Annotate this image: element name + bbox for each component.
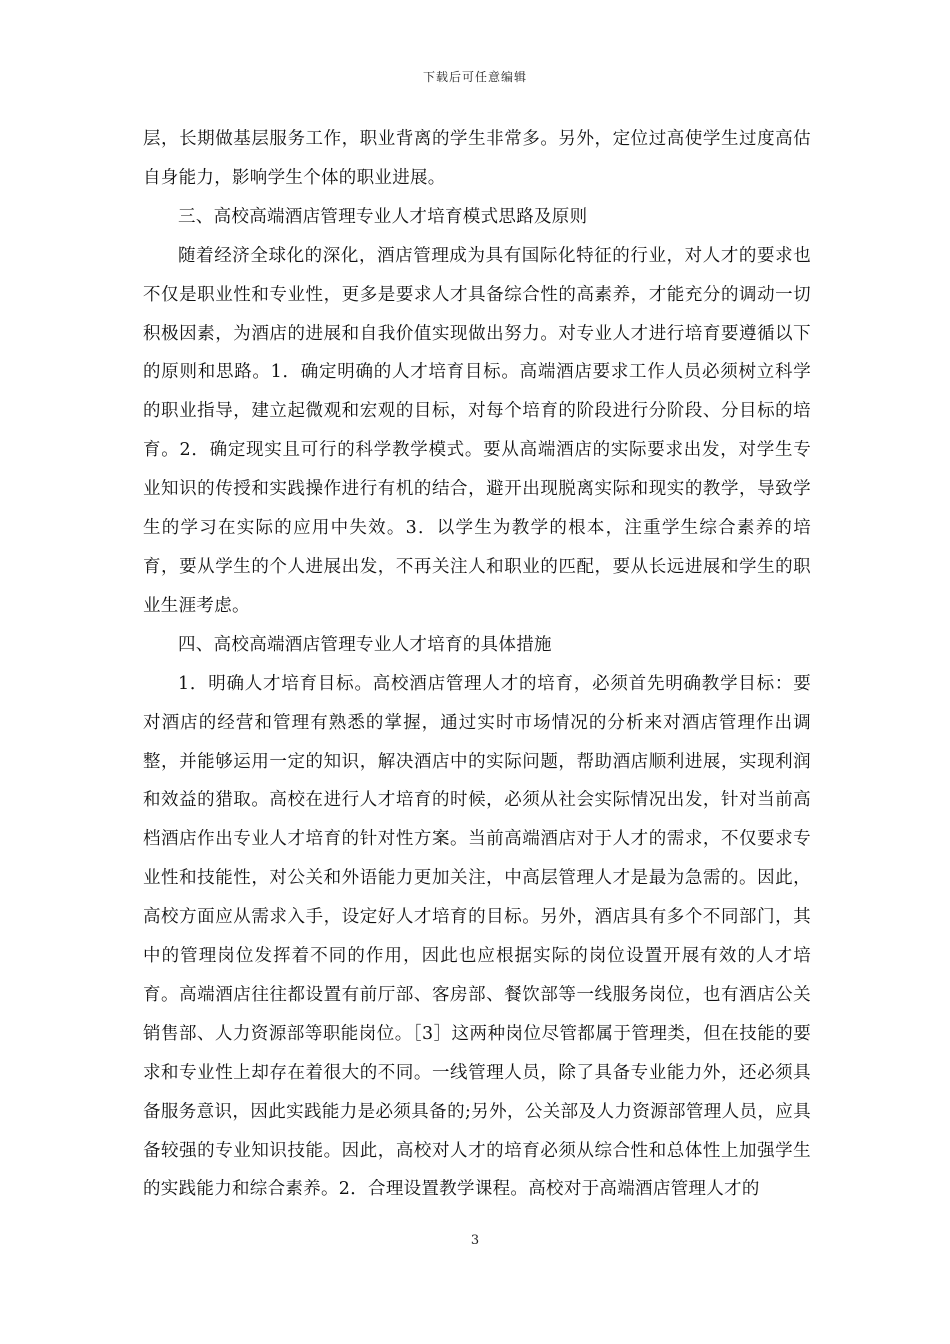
paragraph-principles: 随着经济全球化的深化，酒店管理成为具有国际化特征的行业，对人才的要求也不仅是职业性和专业性，更多是要求人才具备综合性的高素养，才能充分的调动一切积极因素，为酒店的进展和自我价值实现做出努力。对专业人才进行培育要遵循以下的原则和思路。1．确定明确的人才培育目标。高端酒店要求工作人员必须树立科学的职业指导，建立起微观和宏观的目标，对每个培育的阶段进行分阶段、分目标的培育。2．确定现实且可行的科学教学模式。要从高端酒店的实际要求出发，对学生专业知识的传授和实践操作进行有机的结合，避开出现脱离实际和现实的教学，导致学生的学习在实际的应用中失效。3．以学生为教学的根本，注重学生综合素养的培育，要从学生的个人进展出发，不再关注人和职业的匹配，要从长远进展和学生的职业生涯考虑。	[143, 245, 811, 616]
paragraph-continuation: 层，长期做基层服务工作，职业背离的学生非常多。另外，定位过高使学生过度高估自身能力，影响学生个体的职业进展。	[143, 129, 811, 188]
section-heading-4: 四、高校高端酒店管理专业人才培育的具体措施	[178, 634, 552, 655]
page-header: 下载后可任意编辑	[422, 70, 527, 84]
page-number: 3	[470, 1233, 480, 1248]
section-heading-3: 三、高校高端酒店管理专业人才培育模式思路及原则	[178, 206, 588, 227]
paragraph-measures: 1．明确人才培育目标。高校酒店管理人才的培育，必须首先明确教学目标：要对酒店的经营和管理有熟悉的掌握，通过实时市场情况的分析来对酒店管理作出调整，并能够运用一定的知识，解决酒店中的实际问题，帮助酒店顺利进展，实现利润和效益的猎取。高校在进行人才培育的时候，必须从社会实际情况出发，针对当前高档酒店作出专业人才培育的针对性方案。当前高端酒店对于人才的需求，不仅要求专业性和技能性，对公关和外语能力更加关注，中高层管理人才是最为急需的。因此，高校方面应从需求入手，设定好人才培育的目标。另外，酒店具有多个不同部门，其中的管理岗位发挥着不同的作用，因此也应根据实际的岗位设置开展有效的人才培育。高端酒店往往都设置有前厅部、客房部、餐饮部等一线服务岗位，也有酒店公关销售部、人力资源部等职能岗位。［3］这两种岗位尽管都属于管理类，但在技能的要求和专业性上却存在着很大的不同。一线管理人员，除了具备专业能力外，还必须具备服务意识，因此实践能力是必须具备的;另外，公关部及人力资源部管理人员，应具备较强的专业知识技能。因此，高校对人才的培育必须从综合性和总体性上加强学生的实践能力和综合素养。2．合理设置教学课程。高校对于高端酒店管理人才的	[143, 673, 811, 1200]
document-body	[143, 120, 811, 1209]
